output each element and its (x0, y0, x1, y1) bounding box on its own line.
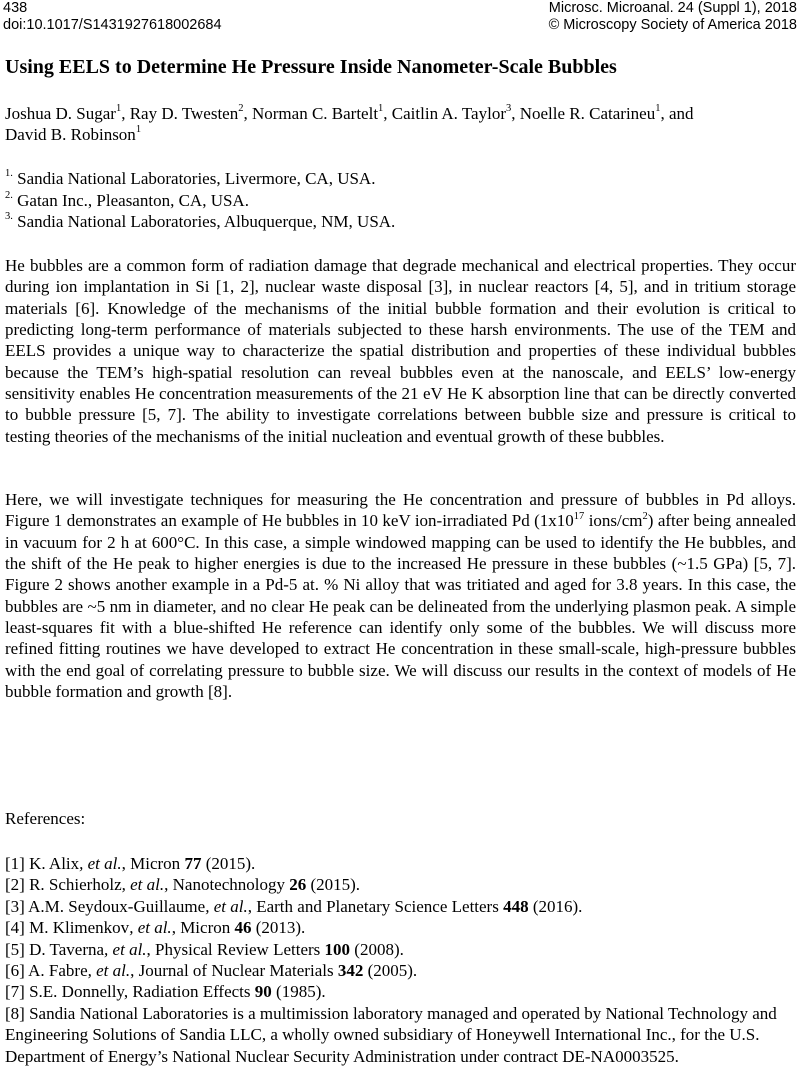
references-heading: References: (5, 809, 86, 828)
author-affiliation-mark: 1 (135, 124, 142, 136)
affiliation: $^{3.}$ Sandia National Laboratories, Albuquerque, NM, USA. (5, 211, 396, 231)
reference-item: [1] K. Alix, et al., Micron 77 (2015). (5, 854, 256, 873)
author-affiliation-mark: 1 (378, 103, 384, 115)
reference-item-funding: [8] Sandia National Laboratories is a multimission laboratory managed and operated by National Technology and Engineering Solutions of Sandia LLC, a wholly owned subsidiary of Honeywell International Inc., for the U.S. Department of Energy’s National Nuclear Security Administration under contract DE-NA0003525. (5, 1003, 777, 1066)
affiliation-list (5, 168, 395, 233)
body-paragraph-2: Here, we will investigate techniques for measuring the He concentration and pressure of bubbles in Pd alloys. Figure 1 demonstrates an example of He bubbles in 10 keV ion-irradiated Pd ($1x10^{17}$ ions/$cm^2$) after being annealed in vacuum for 2 h at 600°C. In this case, a simple windowed mapping can be used to identify the He bubbles, and the shift of the He peak to higher energies is due to the increased He pressure in these bubbles (~1.5 GPa) [5, 7]. Figure 2 shows another example in a Pd-5 at. % Ni alloy that was tritiated and aged for 3.8 years. In this case, the bubbles are ~5 nm in diameter, and no clear He peak can be delineated from the underlying plasmon peak. A simple least-squares fit with a blue-shifted He reference can identify only some of the bubbles. We will discuss more refined fitting routines we have developed to extract He concentration in these small-scale, high-pressure bubbles with the end goal of correlating pressure to bubble size. We will discuss our results in the context of models of He bubble formation and growth [8]. (5, 490, 796, 702)
author: Norman C. Bartelt (251, 104, 379, 123)
page-header-left (3, 0, 222, 34)
reference-item: [3] A.M. Seydoux-Guillaume, et al., Earth and Planetary Science Letters 448 (2016). (5, 896, 583, 916)
affiliation: $^{1.}$ Sandia National Laboratories, Livermore, CA, USA. (5, 168, 376, 188)
reference-item: [4] M. Klimenkov, et al., Micron 46 (2013). (5, 918, 306, 938)
paper-title: Using EELS to Determine He Pressure Inside Nanometer-Scale Bubbles (5, 56, 617, 78)
journal-citation: Microsc. Microanal. 24 (Suppl 1), 2018 (548, 0, 797, 16)
reference-item: [2] R. Schierholz, et al., Nanotechnology 26 (2015). (5, 875, 361, 895)
body-paragraph-1: He bubbles are a common form of radiation damage that degrade mechanical and electrical properties. They occur during ion implantation in Si [1, 2], nuclear waste disposal [3], in nuclear reactors [4, 5], and in tritium storage materials [6]. Knowledge of the mechanisms of the initial bubble formation and their evolution is critical to predicting long-term performance of materials subjected to these harsh environments. The use of the TEM and EELS provides a unique way to characterize the spatial distribution and properties of these individual bubbles because the TEM’s high-spatial resolution can reveal bubbles even at the nanoscale, and EELS’ low-energy sensitivity enables He concentration measurements of the 21 eV He K absorption line that can be directly converted to bubble pressure [5, 7]. The ability to investigate correlations between bubble size and pressure is critical to testing theories of the mechanisms of the initial nucleation and eventual growth of these bubbles. (5, 256, 796, 446)
page-header-right (549, 0, 797, 34)
author-affiliation-mark: 1 (115, 103, 122, 115)
reference-item: [7] S.E. Donnelly, Radiation Effects 90 (1985). (5, 982, 326, 1002)
author: Caitlin A. Taylor (391, 104, 506, 123)
author: Joshua D. Sugar (5, 104, 116, 123)
copyright-notice: © Microscopy Society of America 2018 (548, 17, 797, 33)
author-affiliation-mark: 1 (655, 103, 661, 115)
doi[interactable]: doi:10.1017/S1431927618002684 (3, 17, 222, 33)
reference-item: [6] A. Fabre, et al., Journal of Nuclear Materials 342 (2005). (5, 961, 418, 981)
author: Noelle R. Catarineu (519, 104, 656, 123)
reference-list (5, 853, 800, 1067)
author-affiliation-mark: 2 (238, 103, 244, 115)
author: Ray D. Twesten (129, 104, 239, 123)
affiliation: $^{2.}$ Gatan Inc., Pleasanton, CA, USA. (5, 189, 249, 210)
page-number: 438 (3, 0, 28, 16)
author-affiliation-mark: 3 (505, 103, 512, 115)
author: David B. Robinson (5, 125, 136, 144)
author-list: Joshua D. Sugar$^1$, Ray D. Twesten$^2$, Norman C. Bartelt$^1$, Caitlin A. Taylor$^3$, Noelle R. Catarineu$^1$, and David B. Robinson$^1$ (5, 103, 694, 144)
reference-item: [5] D. Taverna, et al., Physical Review Letters 100 (2008). (5, 939, 404, 959)
